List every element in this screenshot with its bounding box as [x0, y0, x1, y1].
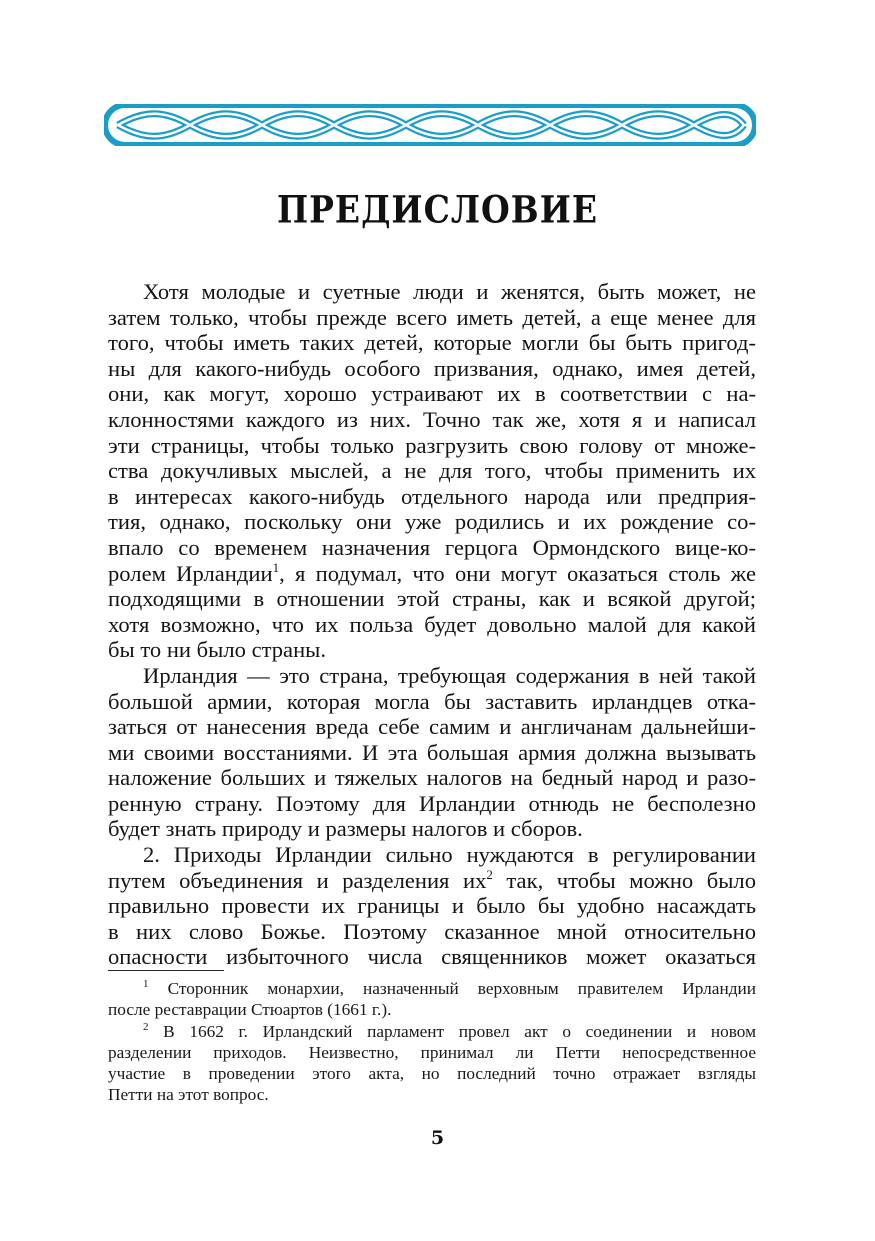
text-line: ми своими восстаниями. И эта большая армия должна вызывать — [108, 739, 756, 765]
text-fragment: так, чтобы можно было — [492, 867, 756, 893]
text-line: в них слово Божье. Поэтому сказанное мной относительно — [108, 918, 756, 944]
text-line-with-footnote — [108, 561, 756, 587]
text-fragment: путем объединения и разделения их — [108, 867, 487, 893]
text-line: 2. Приходы Ирландии сильно нуждаются в регулировании — [143, 842, 756, 868]
text-fragment: , я подумал, что они могут оказаться столь же — [279, 560, 756, 586]
text-line: клонностями каждого из них. Точно так же, хотя я и написал — [108, 406, 756, 432]
footnote-line: участие в проведении этого акта, но последний точно отражает взгляды — [108, 1064, 756, 1084]
footnote-line: после реставрации Стюартов (1661 г.). — [108, 1000, 392, 1020]
main-text — [108, 279, 756, 970]
text-line: заться от нанесения вреда себе самим и англичанам дальнейши- — [108, 714, 756, 740]
footnote-ref-1[interactable]: 1 — [272, 559, 280, 575]
footnote-marker-1: 1 — [143, 978, 149, 990]
footnote-line — [108, 1021, 756, 1042]
text-line: эти страницы, чтобы только разгрузить свою голову от множе- — [108, 432, 756, 458]
text-line: будет знать природу и размеры налогов и сборов. — [108, 816, 583, 842]
footnote-line — [108, 978, 756, 999]
footnote-line: Петти на этот вопрос. — [108, 1085, 269, 1105]
text-line: впало со временем назначения герцога Ормондского вице-ко- — [108, 534, 756, 560]
text-line: они, как могут, хорошо устраивают их в соответствии с на- — [108, 381, 756, 407]
footnote-marker-2: 2 — [143, 1020, 149, 1033]
text-line: подходящими в отношении этой страны, как и всякой другой; — [108, 586, 756, 612]
text-line: затем только, чтобы прежде всего иметь детей, а еще менее для — [108, 304, 756, 330]
page-title: ПРЕДИСЛОВИЕ — [276, 187, 599, 232]
text-line: того, чтобы иметь таких детей, которые могли бы быть пригод- — [108, 330, 756, 356]
text-line: Ирландия — это страна, требующая содержания в ней такой — [143, 662, 756, 688]
footnotes — [108, 978, 756, 1106]
text-line: бы то ни было страны. — [108, 637, 326, 663]
footnote-text: Сторонник монархии, назначенный верховным правителем Ирландии — [167, 979, 756, 998]
text-line: наложение больших и тяжелых налогов на бедный народ и разо- — [108, 765, 756, 791]
celtic-knot-border-icon — [104, 104, 756, 146]
text-line: большой армии, которая могла бы заставить ирландцев отка- — [108, 688, 756, 714]
footnote-line: разделении приходов. Неизвестно, принимал ли Петти непосредственное — [108, 1042, 756, 1062]
text-line: правильно провести их границы и было бы удобно насаждать — [108, 893, 756, 919]
footnote-text: В 1662 г. Ирландский парламент провел акт о соединении и новом — [163, 1021, 757, 1041]
page-number: 5 — [430, 1127, 445, 1149]
text-line: ренную страну. Поэтому для Ирландии отнюдь не бесполезно — [108, 790, 756, 816]
text-fragment: ролем Ирландии — [108, 560, 273, 586]
text-line: опасности избыточного числа священников может оказаться — [108, 944, 756, 970]
text-line: хотя возможно, что их польза будет довольно малой для какой — [108, 611, 756, 637]
footnote-divider — [108, 970, 224, 971]
footnote-ref-2[interactable]: 2 — [486, 866, 493, 882]
text-line-with-footnote — [108, 868, 756, 894]
text-line: Хотя молодые и суетные люди и женятся, быть может, не — [143, 279, 756, 304]
text-line: в интересах какого-нибудь отдельного народа или предприя- — [108, 483, 756, 509]
text-line: ны для какого-нибудь особого призвания, однако, имея детей, — [108, 355, 756, 381]
text-line: ства докучливых мыслей, а не для того, чтобы применить их — [108, 458, 756, 484]
text-line: тия, однако, поскольку они уже родились и их рождение со- — [108, 509, 756, 535]
